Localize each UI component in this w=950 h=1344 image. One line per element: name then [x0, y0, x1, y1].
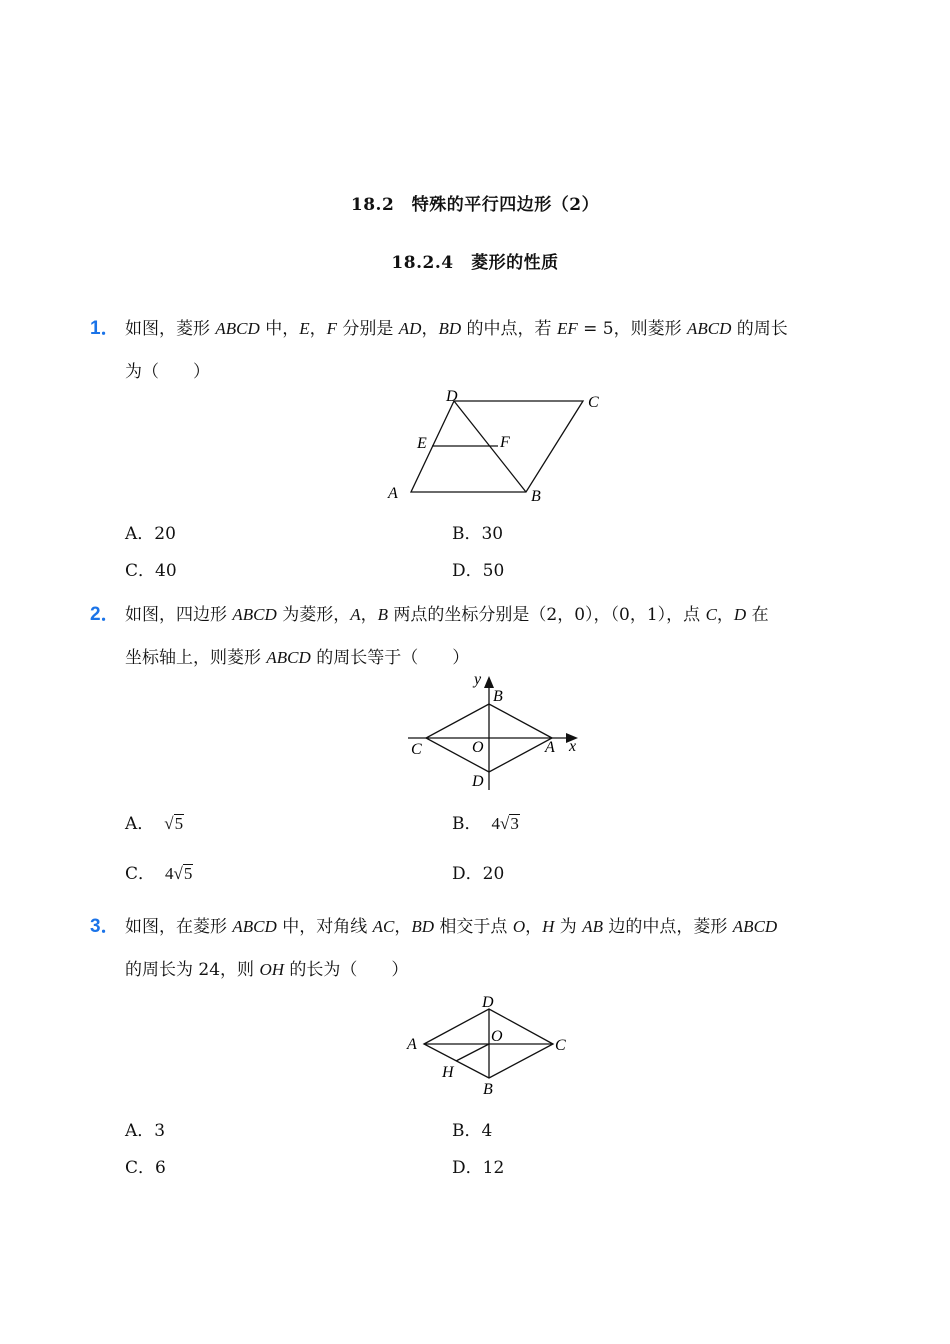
question-1-option-a[interactable]: A．20 [125, 524, 176, 544]
question-3-option-b[interactable]: B．4 [452, 1121, 493, 1141]
label-e: E [417, 435, 427, 452]
label-y: y [474, 671, 482, 688]
label-o: O [491, 1028, 503, 1045]
question-3-text-line1: 如图，在菱形 ABCD 中，对角线 AC，BD 相交于点 O，H 为 AB 边的中点，菱形 ABCD [125, 917, 778, 937]
question-1-text-line2: 为（ ） [125, 362, 210, 382]
question-3-text-line2: 的周长为 24，则 OH 的长为（ ） [125, 960, 409, 980]
question-3-figure [400, 990, 580, 1100]
question-1-option-b[interactable]: B．30 [452, 524, 504, 544]
question-3-option-a[interactable]: A．3 [125, 1121, 166, 1141]
segment-oh [456, 1044, 489, 1061]
question-2-text-line1: 如图，四边形 ABCD 为菱形，A，B 两点的坐标分别是（2，0），（0，1），点 C，D 在 [125, 605, 769, 625]
label-a: A [407, 1036, 417, 1053]
label-c: C [588, 394, 599, 411]
page-title: 18.2 特殊的平行四边形（2） [350, 195, 600, 215]
label-a: A [545, 739, 555, 756]
question-2-option-c[interactable]: C． 4√5 [125, 864, 193, 884]
section-title: 18.2.4 菱形的性质 [391, 253, 559, 273]
question-2-option-a[interactable]: A． √5 [125, 814, 184, 834]
question-1-option-c[interactable]: C．40 [125, 561, 177, 581]
question-1-figure [380, 385, 610, 510]
question-1-text-line1: 如图，菱形 ABCD 中，E，F 分别是 AD，BD 的中点，若 EF = 5，则菱形 ABCD 的周长 [125, 319, 788, 339]
label-a: A [388, 485, 398, 502]
question-2-number: 2． [90, 604, 120, 625]
label-d: D [482, 994, 494, 1011]
label-f: F [500, 434, 510, 451]
question-3-option-c[interactable]: C．6 [125, 1158, 166, 1178]
label-c: C [555, 1037, 566, 1054]
label-b: B [483, 1081, 493, 1098]
question-3-number: 3． [90, 916, 120, 937]
label-b: B [493, 688, 503, 705]
label-x: x [569, 738, 577, 755]
question-1-option-d[interactable]: D．50 [452, 561, 505, 581]
label-h: H [442, 1064, 454, 1081]
question-1-number: 1． [90, 318, 120, 339]
label-o: O [472, 739, 484, 756]
question-2-figure [400, 668, 590, 793]
y-axis-arrow [484, 676, 494, 688]
question-2-option-b[interactable]: B． 4√3 [452, 814, 519, 834]
label-b: B [531, 488, 541, 505]
question-2-option-d[interactable]: D．20 [452, 864, 505, 884]
label-c: C [411, 741, 422, 758]
label-d: D [472, 773, 484, 790]
question-3-option-d[interactable]: D．12 [452, 1158, 505, 1178]
question-2-text-line2: 坐标轴上，则菱形 ABCD 的周长等于（ ） [125, 648, 470, 668]
label-d: D [446, 388, 458, 405]
